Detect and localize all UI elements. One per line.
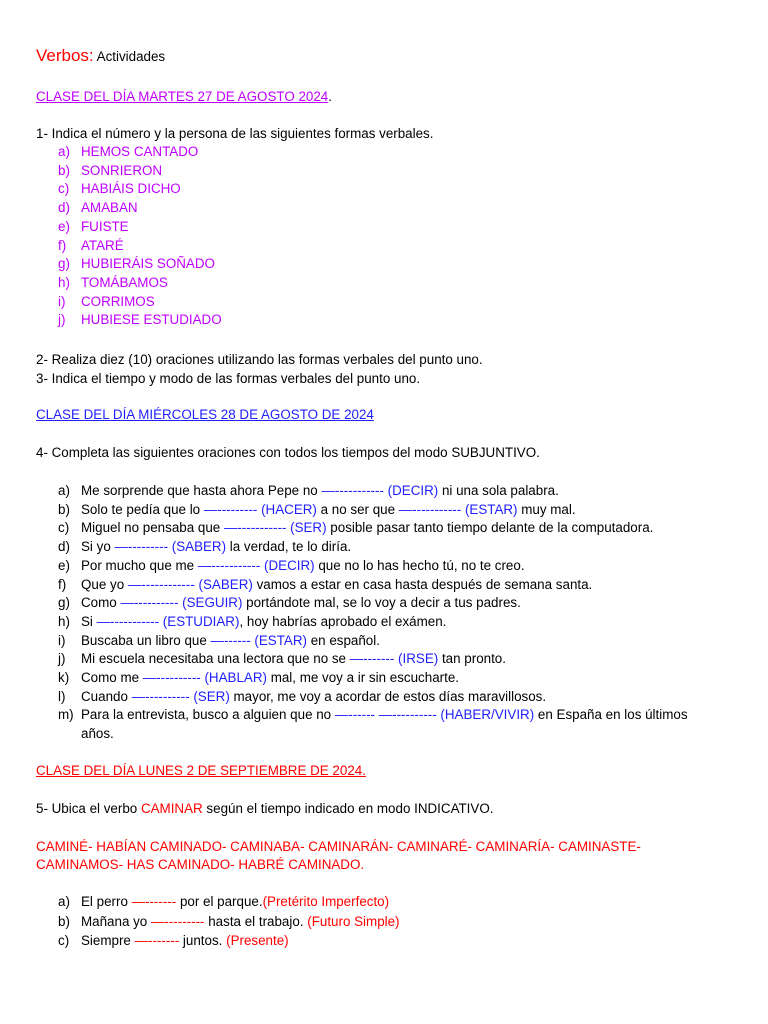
list-item-text: ATARÉ (81, 237, 124, 253)
list-item-text (81, 501, 576, 519)
list-item-text (81, 613, 446, 631)
sentence-text: Buscaba un libro que (81, 632, 211, 648)
list-item-text (81, 632, 380, 650)
sentence-text: Siempre (81, 933, 135, 948)
list-item-text: HUBIERÁIS SOÑADO (81, 256, 215, 272)
list-item-text (81, 557, 525, 575)
blank-with-verb-hint: —------ (ESTAR) (210, 632, 307, 648)
class1-title-text: CLASE DEL DÍA MARTES 27 DE AGOSTO 2024 (36, 89, 329, 104)
list-item-text (81, 576, 592, 594)
sentence-text: Si (81, 613, 97, 629)
list-marker: l) (58, 688, 66, 704)
list-marker: j) (58, 651, 66, 667)
list-marker: a) (58, 894, 70, 909)
list-marker: b) (58, 162, 70, 178)
list-item-text (81, 913, 400, 931)
list-marker: e) (58, 557, 70, 573)
sentence-text: Cuando (81, 688, 132, 704)
heading-actividades: Actividades (96, 49, 166, 64)
list-marker: b) (58, 501, 70, 517)
list-marker: g) (58, 595, 70, 611)
list-item-text: HEMOS CANTADO (81, 144, 199, 159)
list-marker: a) (58, 144, 70, 159)
list-marker: k) (58, 670, 70, 685)
sentence-text: posible pasar tanto tiempo delante de la computadora. (326, 520, 654, 536)
blank-with-verb-hint: —----------- (DECIR) (197, 557, 315, 573)
class1-title-tail: . (328, 89, 332, 104)
list-marker: f) (58, 576, 67, 592)
question-3: 3- Indica el tiempo y modo de las formas verbales del punto uno. (36, 371, 421, 386)
list-item-text (81, 706, 688, 724)
blank-with-verb-hint: —---------- (SEGUIR) (120, 595, 243, 611)
sentence-text: Por mucho que me (81, 557, 198, 573)
sentence-text: mayor, me voy a acordar de estos días maravillosos. (229, 688, 547, 704)
list-item-text: FUISTE (81, 218, 129, 234)
blank-or-tense-hint: (Futuro Simple) (307, 913, 400, 929)
blank-or-tense-hint: —------- (134, 933, 180, 948)
class2-title-text: CLASE DEL DÍA MIÉRCOLES 28 DE AGOSTO DE 2024 (36, 407, 374, 422)
blank-with-verb-hint: —----------- (ESTUDIAR) (96, 613, 240, 629)
class3-title-text: CLASE DEL DÍA LUNES 2 DE SEPTIEMBRE DE 2024. (36, 763, 366, 778)
list-item-text (81, 932, 289, 950)
list-marker: h) (58, 613, 70, 629)
sentence-text: en español. (306, 632, 380, 648)
sentence-text: Solo te pedía que lo (81, 501, 204, 517)
sentence-text: que no lo has hecho tú, no te creo. (314, 557, 525, 573)
blank-with-verb-hint: —------------ (SABER) (127, 576, 253, 592)
heading-verbos: Verbos: (36, 46, 94, 65)
sentence-text: portándote mal, se lo voy a decir a tus padres. (242, 595, 521, 611)
question-2: 2- Realiza diez (10) oraciones utilizando las formas verbales del punto uno. (36, 352, 483, 367)
blank-with-verb-hint: —------ —---------- (HABER/VIVIR) (334, 707, 535, 723)
list-item-text: HABIÁIS DICHO (81, 181, 181, 197)
sentence-text: a no ser que (316, 501, 399, 517)
list-item-text (81, 538, 351, 556)
blank-with-verb-hint: —---------- (SER) (131, 688, 230, 704)
blank-or-tense-hint: —------- (131, 894, 177, 909)
list-item-text (81, 482, 559, 500)
list-marker: b) (58, 913, 70, 929)
list-item-text: SONRIERON (81, 162, 163, 178)
sentence-text: mal, me voy a ir sin escucharte. (266, 670, 459, 685)
sentence-text: por el parque. (176, 894, 263, 909)
blank-or-tense-hint: —--------- (150, 913, 205, 929)
blank-or-tense-hint: (Presente) (226, 933, 289, 948)
list-marker: c) (58, 933, 70, 948)
list-marker: j) (58, 312, 66, 328)
sentence-text: Mi escuela necesitaba una lectora que no se (81, 651, 350, 667)
sentence-text: la verdad, te lo diría. (226, 539, 352, 555)
sentence-text: Como (81, 595, 121, 611)
list-item-text (81, 893, 389, 911)
list-marker: a) (58, 483, 70, 498)
sentence-m-continuation: años. (81, 726, 114, 741)
list-item-text: TOMÁBAMOS (81, 274, 168, 290)
list-item-text: CORRIMOS (81, 293, 155, 309)
list-item-text: HUBIESE ESTUDIADO (81, 312, 222, 328)
blank-with-verb-hint: —----------- (ESTAR) (398, 501, 518, 517)
blank-with-verb-hint: —--------- (SABER) (114, 539, 227, 555)
document-heading (36, 47, 165, 66)
list-marker: m) (58, 707, 74, 723)
sentence-text: , hoy habrías aprobado el exámen. (239, 613, 447, 629)
list-marker: d) (58, 200, 70, 216)
sentence-text: El perro (81, 894, 132, 909)
blank-with-verb-hint: —---------- (HABLAR) (142, 670, 267, 685)
blank-with-verb-hint: —----------- (SER) (223, 520, 327, 536)
question-5-post: según el tiempo indicado en modo INDICATIVO. (202, 801, 494, 816)
sentence-text: Miguel no pensaba que (81, 520, 224, 536)
blank-with-verb-hint: —--------- (HACER) (203, 501, 317, 517)
sentence-text: ni una sola palabra. (438, 483, 559, 498)
list-item-text: AMABAN (81, 200, 138, 216)
word-bank-line-1: CAMINÉ- HABÍAN CAMINADO- CAMINABA- CAMINARÁN- CAMINARÉ- CAMINARÍA- CAMINASTE- (36, 839, 641, 854)
sentence-text: Que yo (81, 576, 128, 592)
class3-title (36, 762, 366, 780)
list-marker: c) (58, 181, 70, 197)
sentence-text: Como me (81, 670, 143, 685)
blank-with-verb-hint: —----------- (DECIR) (321, 483, 439, 498)
list-marker: e) (58, 218, 70, 234)
list-marker: d) (58, 539, 70, 555)
sentence-text: Me sorprende que hasta ahora Pepe no (81, 483, 322, 498)
blank-or-tense-hint: (Pretérito Imperfecto) (262, 894, 390, 909)
blank-with-verb-hint: —------- (IRSE) (349, 651, 439, 667)
sentence-text: hasta el trabajo. (204, 913, 308, 929)
list-item-text (81, 650, 506, 668)
list-item-text (81, 519, 653, 537)
list-marker: c) (58, 520, 70, 536)
list-marker: i) (58, 293, 66, 309)
sentence-text: vamos a estar en casa hasta después de semana santa. (252, 576, 593, 592)
list-item-text (81, 594, 521, 612)
class1-title (36, 88, 332, 106)
word-bank-line-2: CAMINAMOS- HAS CAMINADO- HABRÉ CAMINADO. (36, 857, 365, 872)
question-1: 1- Indica el número y la persona de las siguientes formas verbales. (36, 126, 434, 141)
list-item-text (81, 688, 546, 706)
list-marker: h) (58, 274, 70, 290)
question-5 (36, 800, 493, 818)
list-marker: i) (58, 632, 66, 648)
list-marker: g) (58, 256, 70, 272)
sentence-text: muy mal. (517, 501, 576, 517)
sentence-text: Si yo (81, 539, 115, 555)
list-item-text (81, 669, 459, 687)
sentence-text: Para la entrevista, busco a alguien que no (81, 707, 335, 723)
question-4: 4- Completa las siguientes oraciones con todos los tiempos del modo SUBJUNTIVO. (36, 445, 540, 460)
sentence-text: juntos. (179, 933, 227, 948)
question-5-pre: 5- Ubica el verbo (36, 801, 141, 816)
sentence-text: en España en los últimos (534, 707, 688, 723)
sentence-text: Mañana yo (81, 913, 151, 929)
question-5-verb: CAMINAR (140, 801, 203, 816)
class2-title (36, 406, 374, 424)
sentence-text: tan pronto. (438, 651, 506, 667)
list-marker: f) (58, 237, 67, 253)
